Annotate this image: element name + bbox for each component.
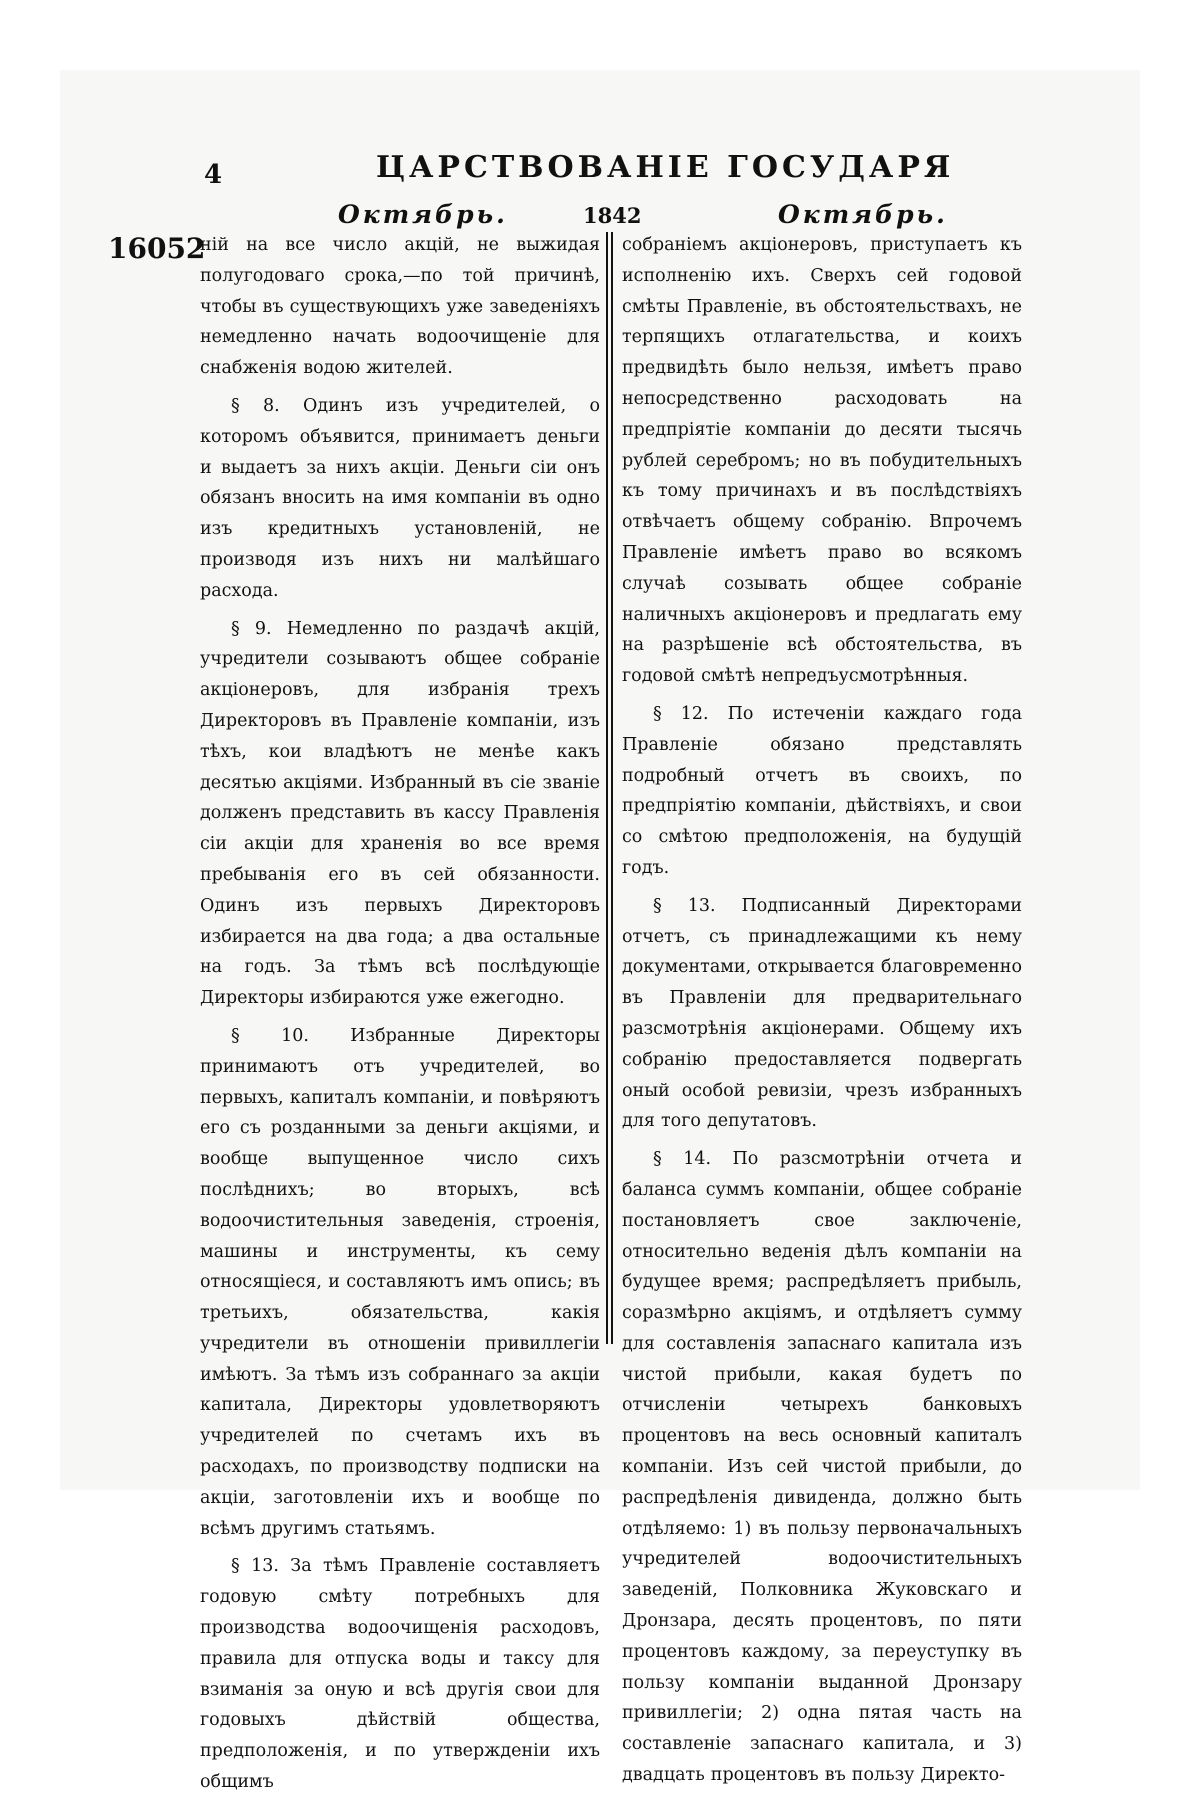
left-column	[200, 230, 600, 1798]
paragraph: § 12. По истеченіи каждаго года Правленіе обязано представлять подробный отчетъ въ своихъ, по предпріятію компаніи, дѣйствіяхъ, и свои со смѣтою предположенія, на будущій годъ.	[622, 703, 1022, 878]
paragraph: собраніемъ акціонеровъ, приступаетъ къ исполненію ихъ. Сверхъ сей годовой смѣты Правленіе, въ обстоятельствахъ, не терпящихъ отлагательства, и коихъ предвидѣть было нельзя, имѣетъ право непосредственно расходовать на предпріятіе компаніи до десяти тысячь рублей серебромъ; но въ побудительныхъ къ тому причинахъ и въ послѣдствіяхъ отвѣчаетъ общему собранію. Впрочемъ Правленіе имѣетъ право во всякомъ случаѣ созывать общее собраніе наличныхъ акціонеровъ и предлагать ему на разрѣшеніе всѣ обстоятельства, въ годовой смѣтѣ непредъусмотрѣнныя.	[622, 235, 1022, 687]
month-left: Октябрь.	[338, 200, 508, 229]
column-divider	[606, 232, 608, 1344]
paragraph: § 10. Избранные Директоры принимаютъ отъ учредителей, во первыхъ, капиталъ компаніи, и повѣряютъ его съ розданными за деньги акціями, и вообще выпущенное число сихъ послѣднихъ; во вторыхъ, всѣ водоочистительныя заведенія, строенія, машины и инструменты, къ сему относящіеся, и составляютъ имъ опись; въ третьихъ, обязательства, какія учредители въ отношеніи привиллегіи имѣютъ. За тѣмъ изъ собраннаго за акціи капитала, Директоры удовлетворяютъ учредителей по счетамъ ихъ въ расходахъ, по производству подписки на акціи, заготовленіи ихъ и вообще по всѣмъ другимъ статьямъ.	[200, 1025, 600, 1539]
paragraph: § 13. Подписанный Директорами отчетъ, съ принадлежащими къ нему документами, открывается благовременно въ Правленіи для предварительнаго разсмотрѣнія акціонерами. Общему ихъ собранію предоставляется подвергать оный особой ревизіи, чрезъ избранныхъ для того депутатовъ.	[622, 895, 1022, 1132]
paragraph: § 13. За тѣмъ Правленіе составляетъ годовую смѣту потребныхъ для производства водоочищенія расходовъ, правила для отпуска воды и таксу для взиманія за оную и всѣ другія свои для годовыхъ дѣйствій общества, предположенія, и по утвержденіи ихъ общимъ	[200, 1556, 600, 1793]
column-divider	[611, 232, 613, 1344]
paragraph: § 14. По разсмотрѣніи отчета и баланса суммъ компаніи, общее собраніе постановляетъ свое заключеніе, относительно веденія дѣлъ компаніи на будущее время; распредѣляетъ прибыль, соразмѣрно акціямъ, и отдѣляетъ сумму для составленія запаснаго капитала изъ чистой прибыли, какая будетъ по отчисленіи четырехъ банковыхъ процентовъ на весь основный капиталъ компаніи. Изъ сей чистой прибыли, до распредѣленія дивиденда, должно быть отдѣляемо: 1) въ пользу первоначальныхъ учредителей водоочистительныхъ заведеній, Полковника Жуковскаго и Дронзара, десять процентовъ, по пяти процентовъ каждому, за переуступку въ пользу компаніи выданной Дронзару привиллегіи; 2) одна пятая часть на составленіе запаснаго капитала, и 3) двадцать процентовъ въ пользу Директо-	[622, 1149, 1022, 1786]
page-number: 4	[204, 160, 223, 190]
right-column	[622, 230, 1022, 1791]
paragraph: § 9. Немедленно по раздачѣ акцій, учредители созываютъ общее собраніе акціонеровъ, для избранія трехъ Директоровъ въ Правленіе компаніи, изъ тѣхъ, кои владѣютъ не менѣе какъ десятью акціями. Избранный въ сіе званіе долженъ представить въ кассу Правленія сіи акціи для храненія во все время пребыванія его въ сей обязанности. Одинъ изъ первыхъ Директоровъ избирается на два года; а два остальные на годъ. За тѣмъ всѣ послѣдующіе Директоры избираются уже ежегодно.	[200, 618, 600, 1009]
month-right: Октябрь.	[778, 200, 948, 229]
paragraph: § 8. Одинъ изъ учредителей, о которомъ объявится, принимаетъ деньги и выдаетъ за нихъ акціи. Деньги сіи онъ обязанъ вносить на имя компаніи въ одно изъ кредитныхъ установленій, не производя изъ нихъ ни малѣйшаго расхода.	[200, 395, 600, 601]
year: 1842	[583, 203, 642, 228]
law-number: 16052	[108, 232, 206, 265]
running-title: ЦАРСТВОВАНІЕ ГОСУДАРЯ	[376, 150, 955, 185]
paragraph: ній на все число акцій, не выжидая полугодоваго срока,—по той причинѣ, чтобы въ существующихъ уже заведеніяхъ немедленно начать водоочищеніе для снабженія водою жителей.	[200, 235, 600, 379]
